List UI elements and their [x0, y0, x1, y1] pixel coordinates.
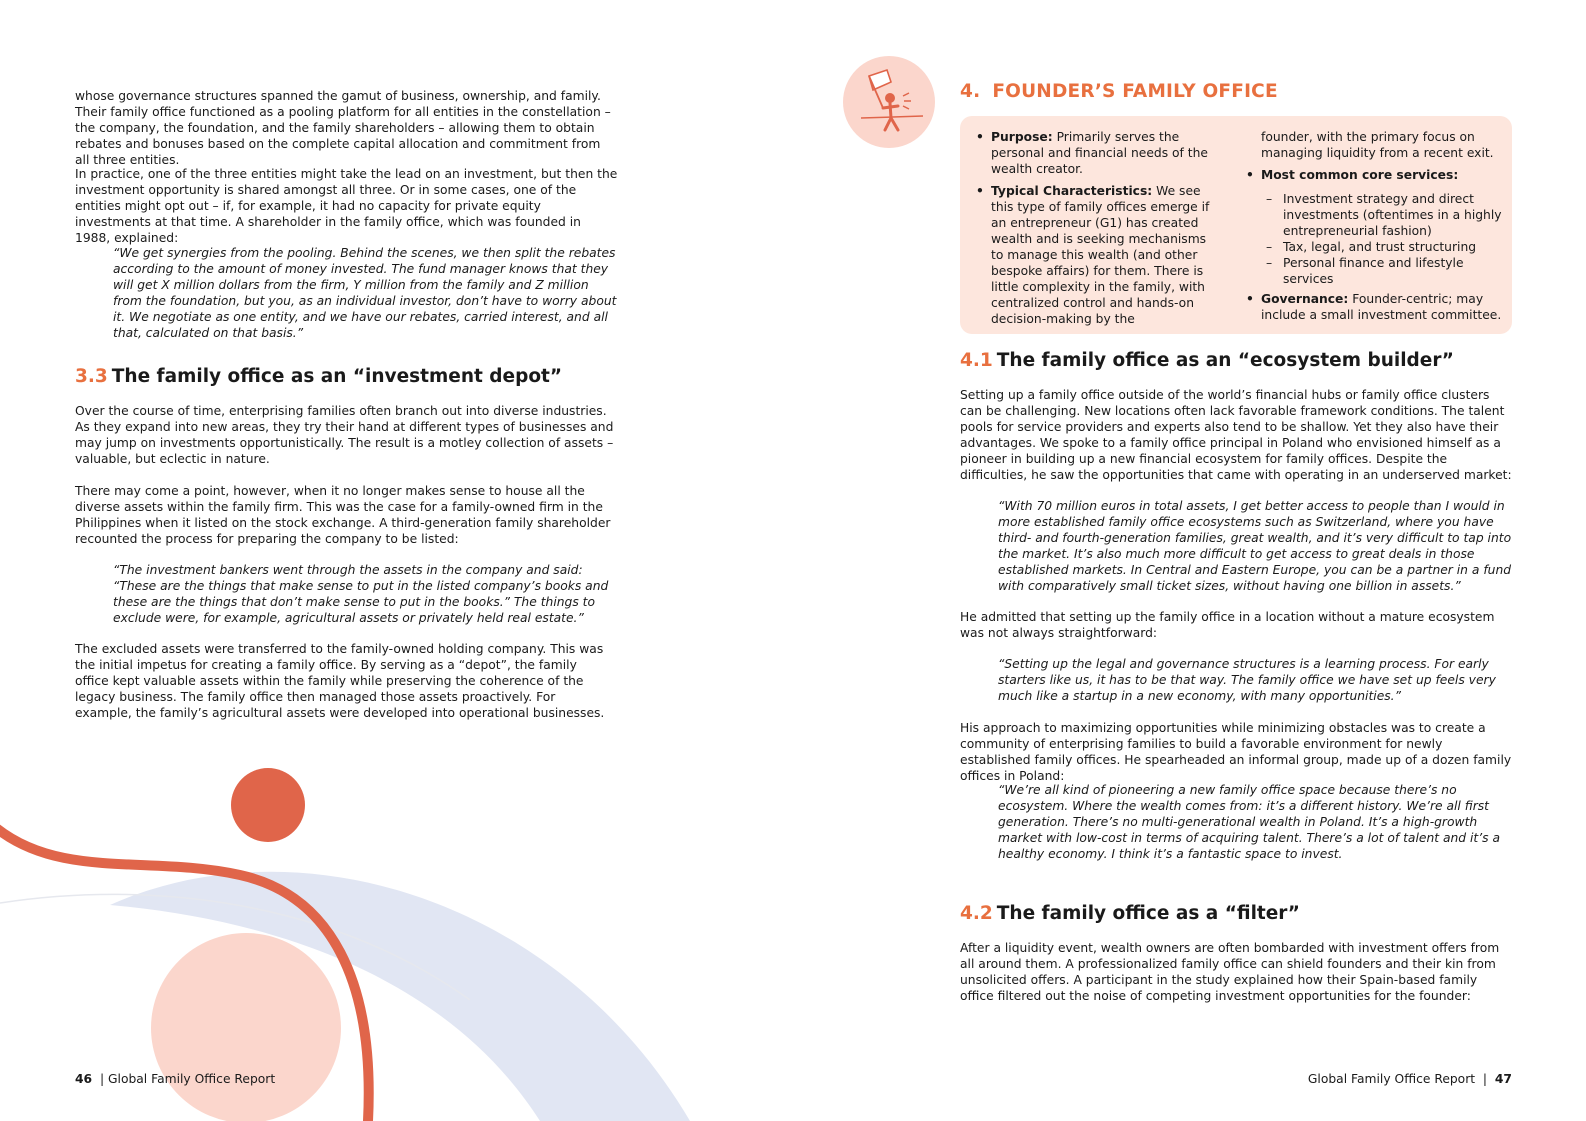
paragraph: whose governance structures spanned the gamut of business, ownership, and family. Their family office functioned as a pooling platform for all entities in the constellation – the company, the foundation, and the family shareholders – allowing them to obtain rebates and bonuses based on the complete capital allocation and commitment from all three entities.	[75, 89, 611, 167]
paragraph: After a liquidity event, wealth owners are often bombarded with investment offers from all around them. A professionalized family office can shield founders and their kin from unsolicited offers. A participant in the study explained how their Spain-based family office filtered out the noise of competing investment opportunities for the founder:	[960, 941, 1500, 1003]
infobox-left-column	[974, 129, 1222, 333]
page-number: 46	[75, 1072, 93, 1086]
footer-title: Global Family Office Report	[108, 1072, 276, 1086]
paragraph: Over the course of time, enterprising families often branch out into diverse industries. As they expand into new areas, they try their hand at different types of businesses and may jump on investments opportunistically. The result is a motley collection of assets – valuable, but eclectic in nature.	[75, 404, 614, 466]
chapter-icon-circle	[843, 56, 935, 148]
typical-text-continued: founder, with the primary focus on managing liquidity from a recent exit.	[1261, 130, 1494, 160]
paragraph: His approach to maximizing opportunities while minimizing obstacles was to create a community of enterprising families to build a favorable environment for newly established family offices. He spearheaded an informal group, made up of a dozen family offices in Poland:	[960, 721, 1512, 783]
core-service-item: – Investment strategy and direct investments (oftentimes in a highly entrepreneurial fashion)	[1261, 191, 1502, 239]
section-heading-4-1	[960, 350, 1454, 372]
paragraph: The excluded assets were transferred to the family-owned holding company. This was the initial impetus for creating a family office. By serving as a “depot”, the family office kept valuable assets within the family while preserving the coherence of the legacy business. The family office then managed those assets proactively. For example, the family’s agricultural assets were developed into operational businesses.	[75, 642, 605, 720]
purpose-label: Purpose:	[991, 130, 1053, 144]
list-item	[1244, 291, 1502, 323]
purpose-text: Primarily serves the personal and financial needs of the wealth creator.	[991, 130, 1208, 176]
quote: “Setting up the legal and governance structures is a learning process. For early starters like us, it has to be that way. The family office we have set up feels very much like a startup in a new economy, with many opportunities.”	[998, 657, 1496, 703]
quote: “We’re all kind of pioneering a new family office space because there’s no ecosystem. Where the wealth comes from: it’s a different history. We’re all first generation. There’s no multi-generational wealth in Poland. It’s a high-growth market with low-cost in terms of acquiring talent. There’s a lot of talent and it’s a healthy economy. I think it’s a fantastic space to invest.	[998, 783, 1501, 861]
section-title: The family office as a “filter”	[996, 903, 1300, 924]
chapter-title-text: FOUNDER’S FAMILY OFFICE	[992, 81, 1278, 102]
section-heading-3-3	[75, 366, 562, 388]
list-item	[974, 129, 1222, 177]
footer-left: 46 | Global Family Office Report	[75, 1072, 276, 1086]
flag-person-icon	[843, 56, 935, 148]
section-title: The family office as an “ecosystem builder”	[996, 350, 1454, 371]
chapter-number: 4.	[960, 81, 981, 102]
governance-text: Founder-centric; may include a small investment committee.	[1261, 292, 1502, 322]
footer-title: Global Family Office Report	[1307, 1072, 1476, 1086]
list-item	[1244, 167, 1502, 287]
quote: “We get synergies from the pooling. Behind the scenes, we then split the rebates according to the amount of money invested. The fund manager knows that they will get X million dollars from the firm, Y million from the family and Z million from the foundation, but you, as an individual investor, don’t have to worry about it. We negotiate as one entity, and we have our rebates, carried interest, and all that, calculated on that basis.”	[113, 246, 617, 340]
governance-label: Governance:	[1261, 292, 1349, 306]
section-number: 3.3	[75, 366, 108, 387]
section-number: 4.2	[960, 903, 993, 924]
typical-text: We see this type of family offices emerge if an entrepreneur (G1) has created wealth and is seeking mechanisms to manage this wealth (and other bespoke affairs) for them. There is little complexity in the family, with centralized control and hands-on decision-making by the	[991, 184, 1210, 326]
paragraph: There may come a point, however, when it no longer makes sense to house all the diverse assets within the family firm. This was the case for a family-owned firm in the Philippines when it listed on the stock exchange. A third-generation family shareholder recounted the process for preparing the company to be listed:	[75, 484, 611, 546]
core-service-item: – Personal finance and lifestyle services	[1261, 255, 1502, 287]
infobox-right-column	[1244, 129, 1502, 329]
footer-right: Global Family Office Report | 47	[1307, 1072, 1512, 1086]
section-number: 4.1	[960, 350, 993, 371]
core-service-item: – Tax, legal, and trust structuring	[1261, 239, 1502, 255]
paragraph: Setting up a family office outside of the world’s financial hubs or family office clusters can be challenging. New locations often lack favorable framework conditions. The talent pools for service providers and experts also tend to be shallow. Yet they also have their advantages. We spoke to a family office principal in Poland who envisioned himself as a pioneer in building up a new financial ecosystem for family offices. Despite the difficulties, he saw the opportunities that came with operating in an underserved market:	[960, 388, 1512, 482]
quote: “With 70 million euros in total assets, I get better access to people than I would in more established family office ecosystems such as Switzerland, where you have third- and fourth-generation families, great wealth, and it’s very difficult to tap into the market. It’s also much more difficult to get access to great deals in those established markets. In Central and Eastern Europe, you can be a partner in a fund with comparatively small ticket sizes, without having one billion in assets.”	[998, 499, 1512, 593]
paragraph: In practice, one of the three entities might take the lead on an investment, but then the investment opportunity is shared amongst all three. Or in some cases, one of the entities might opt out – if, for example, it had no capacity for private equity investments at that time. A shareholder in the family office, which was founded in 1988, explained:	[75, 167, 618, 245]
core-services-label: Most common core services:	[1261, 168, 1459, 182]
chapter-title	[960, 81, 1278, 102]
section-title: The family office as an “investment depot”	[111, 366, 563, 387]
typical-label: Typical Characteristics:	[991, 184, 1153, 198]
quote: “The investment bankers went through the assets in the company and said: “These are the things that make sense to put in the listed company’s books and these are the things that don’t make sense to put in the books.” The things to exclude were, for example, agricultural assets or privately held real estate.”	[113, 563, 609, 625]
paragraph: He admitted that setting up the family office in a location without a mature ecosystem was not always straightforward:	[960, 610, 1495, 640]
section-heading-4-2	[960, 903, 1300, 925]
page-number: 47	[1494, 1072, 1512, 1086]
list-item	[974, 183, 1222, 327]
